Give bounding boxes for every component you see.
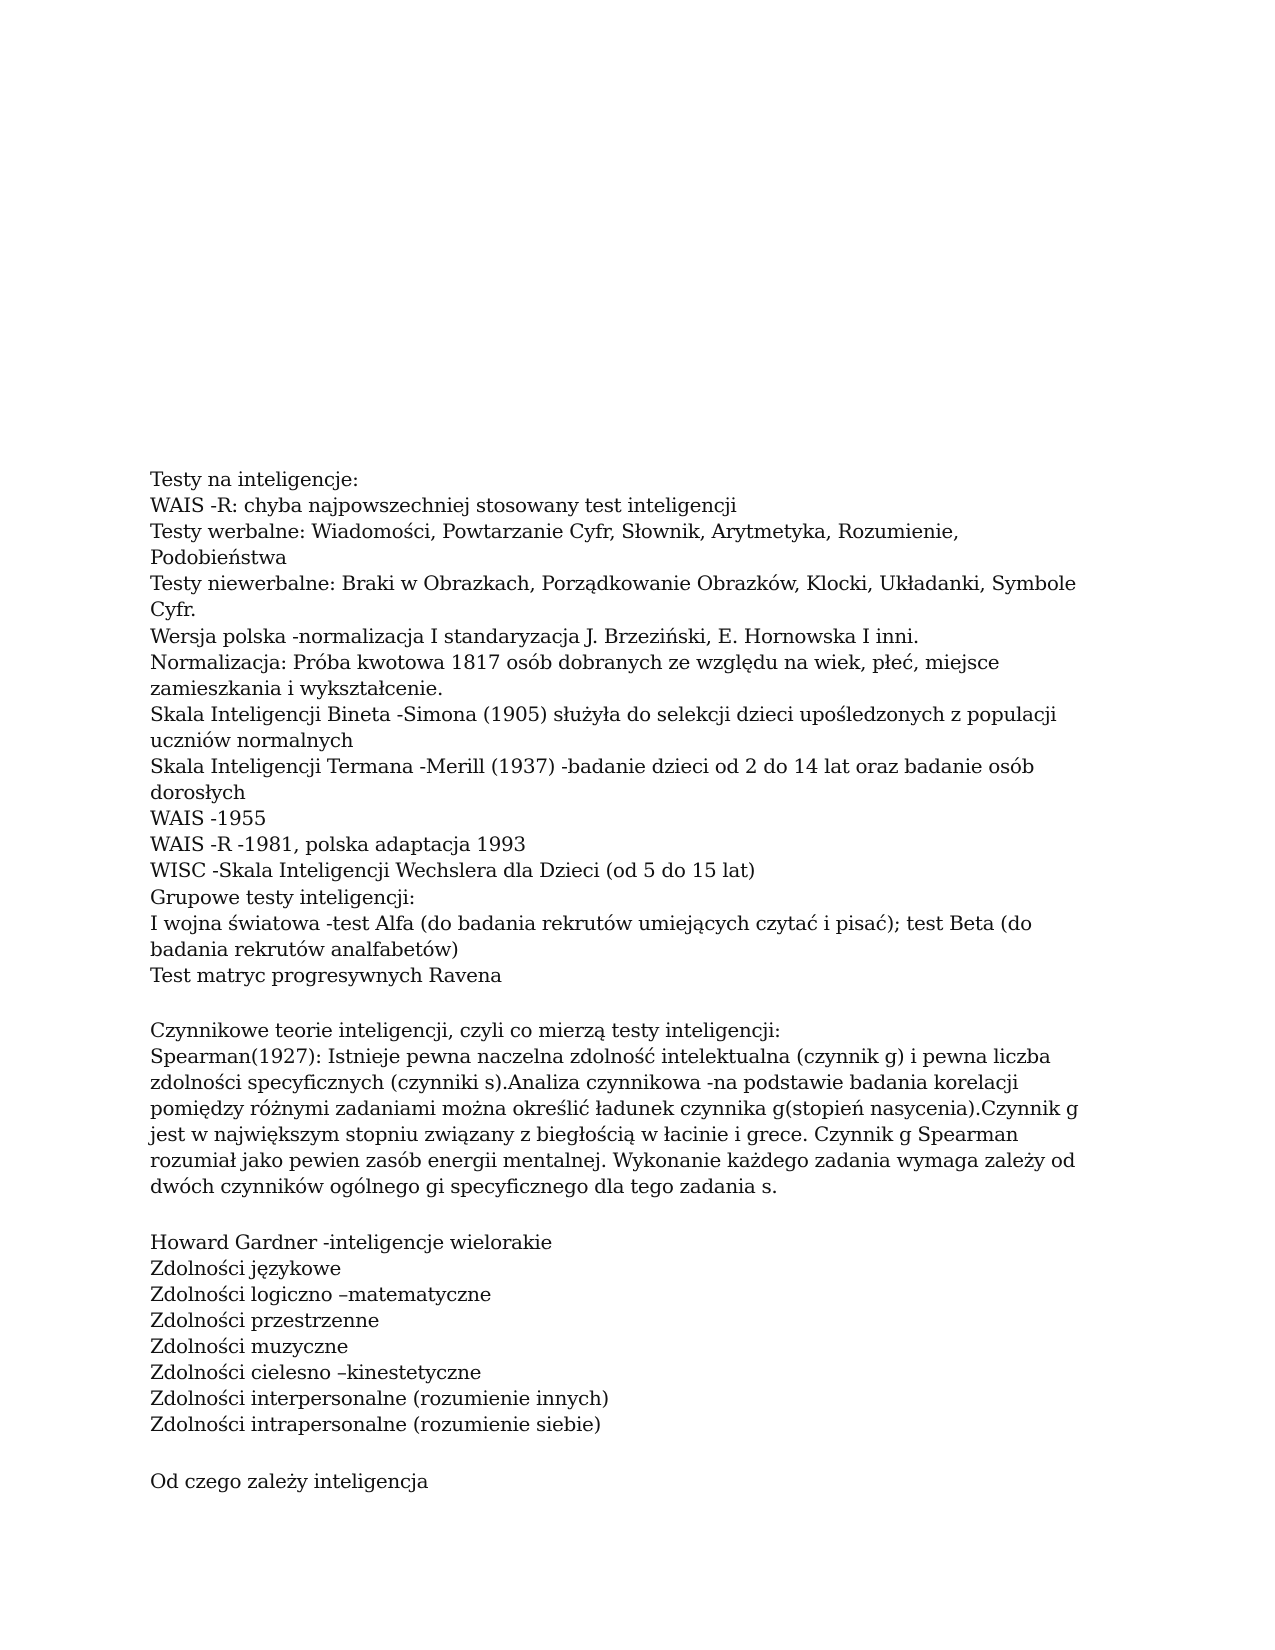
section-tests xyxy=(150,466,1110,988)
list-item: Zdolności cielesno –kinestetyczne xyxy=(150,1360,482,1384)
text-line: uczniów normalnych xyxy=(150,727,354,752)
section-gardner xyxy=(150,1229,1110,1438)
list-item: Zdolności muzyczne xyxy=(150,1333,349,1358)
text-line: Spearman(1927): Istnieje pewna naczelna zdolność intelektualna (czynnik g) i pewna liczba xyxy=(150,1043,1051,1068)
text-line: Skala Inteligencji Termana -Merill (1937) -badanie dzieci od 2 do 14 lat oraz badanie osób xyxy=(150,754,1035,779)
text-line: Testy niewerbalne: Braki w Obrazkach, Porządkowanie Obrazków, Klocki, Układanki, Symbole xyxy=(150,571,1077,596)
document-body xyxy=(150,466,1110,1494)
list-item: Zdolności językowe xyxy=(150,1255,341,1280)
text-line: WAIS -1955 xyxy=(150,806,267,831)
list-item: Zdolności logiczno –matematyczne xyxy=(150,1281,492,1306)
paragraph-gap xyxy=(150,988,1110,1017)
heading-tests: Testy na inteligencje: xyxy=(150,467,359,491)
text-line: Testy werbalne: Wiadomości, Powtarzanie Cyfr, Słownik, Arytmetyka, Rozumienie, xyxy=(150,519,959,544)
section-determinants xyxy=(150,1468,1110,1494)
text-line: jest w największym stopniu związany z biegłością w łacinie i grece. Czynnik g Spearman xyxy=(150,1122,1019,1147)
text-line: pomiędzy różnymi zadaniami można określić ładunek czynnika g(stopień nasycenia).Czynnik g xyxy=(150,1096,1079,1121)
text-line: dorosłych xyxy=(150,780,246,805)
text-line: Cyfr. xyxy=(150,597,196,622)
heading-gardner: Howard Gardner -inteligencje wielorakie xyxy=(150,1229,552,1254)
list-item: Zdolności intrapersonalne (rozumienie siebie) xyxy=(150,1412,601,1437)
text-line: Podobieństwa xyxy=(150,545,287,570)
text-line: WISC -Skala Inteligencji Wechslera dla Dzieci (od 5 do 15 lat) xyxy=(150,858,756,883)
text-line: Test matryc progresywnych Ravena xyxy=(150,962,502,987)
text-line: Grupowe testy inteligencji: xyxy=(150,884,415,909)
paragraph-gap xyxy=(150,1200,1110,1229)
text-line: dwóch czynników ogólnego gi specyficznego dla tego zadania s. xyxy=(150,1174,778,1199)
text-line: WAIS -R -1981, polska adaptacja 1993 xyxy=(150,832,526,857)
text-line: rozumiał jako pewien zasób energii mentalnej. Wykonanie każdego zadania wymaga zależy od xyxy=(150,1148,1076,1173)
list-item: Zdolności interpersonalne (rozumienie innych) xyxy=(150,1386,609,1411)
heading-determinants: Od czego zależy inteligencja xyxy=(150,1469,429,1494)
text-line: WAIS -R: chyba najpowszechniej stosowany test inteligencji xyxy=(150,493,737,518)
text-line: Wersja polska -normalizacja I standaryzacja J. Brzeziński, E. Hornowska I inni. xyxy=(150,623,919,648)
heading-factor-theories: Czynnikowe teorie inteligencji, czyli co mierzą testy inteligencji: xyxy=(150,1017,781,1042)
text-line: Normalizacja: Próba kwotowa 1817 osób dobranych ze względu na wiek, płeć, miejsce xyxy=(150,649,1000,674)
text-line: zamieszkania i wykształcenie. xyxy=(150,675,443,700)
text-line: zdolności specyficznych (czynniki s).Analiza czynnikowa -na podstawie badania korelacji xyxy=(150,1070,1019,1095)
paragraph-gap xyxy=(150,1437,1110,1468)
section-factor-theories xyxy=(150,1017,1110,1200)
text-line: Skala Inteligencji Bineta -Simona (1905) służyła do selekcji dzieci upośledzonych z populacji xyxy=(150,701,1057,726)
list-item: Zdolności przestrzenne xyxy=(150,1307,380,1332)
text-line: badania rekrutów analfabetów) xyxy=(150,936,459,961)
text-line: I wojna światowa -test Alfa (do badania rekrutów umiejących czytać i pisać); test Beta (do xyxy=(150,910,1032,935)
